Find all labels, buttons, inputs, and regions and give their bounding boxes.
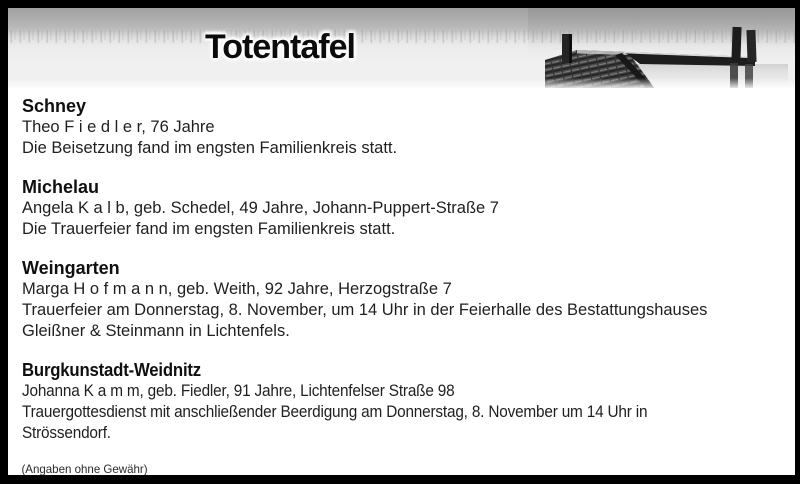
place-heading: Weingarten <box>22 258 120 278</box>
obituary-list <box>8 88 795 444</box>
entry-line: Strössendorf. <box>22 424 111 442</box>
obituary-entry <box>22 176 781 240</box>
obituary-entry <box>22 359 781 444</box>
notice-panel <box>8 8 795 475</box>
obituary-entry <box>22 257 781 342</box>
place-heading: Michelau <box>22 177 100 197</box>
entry-line: Marga H o f m a n n, geb. Weith, 92 Jahre, Herzogstraße 7 <box>22 280 452 298</box>
place-heading: Burgkunstadt-Weidnitz <box>22 360 201 380</box>
place-heading: Schney <box>22 96 87 116</box>
lake-dock-illustration <box>8 8 795 88</box>
entry-line: Angela K a l b, geb. Schedel, 49 Jahre, Johann-Puppert-Straße 7 <box>22 199 499 217</box>
entry-line: Trauerfeier am Donnerstag, 8. November, um 14 Uhr in der Feierhalle des Bestattungshauses <box>22 301 708 319</box>
entry-line: Theo F i e d l e r, 76 Jahre <box>22 118 215 136</box>
page-title: Totentafel <box>205 28 355 66</box>
entry-line: Die Beisetzung fand im engsten Familienkreis statt. <box>22 139 398 157</box>
entry-line: Johanna K a m m, geb. Fiedler, 91 Jahre, Lichtenfelser Straße 98 <box>22 382 455 400</box>
obituary-entry <box>22 95 781 159</box>
entry-line: Trauergottesdienst mit anschließender Beerdigung am Donnerstag, 8. November um 14 Uhr in <box>22 403 648 421</box>
disclaimer-note: (Angaben ohne Gewähr) <box>21 462 148 475</box>
entry-line: Gleißner & Steinmann in Lichtenfels. <box>22 322 290 340</box>
dock-photo <box>8 8 795 88</box>
entry-line: Die Trauerfeier fand im engsten Familienkreis statt. <box>22 220 396 238</box>
